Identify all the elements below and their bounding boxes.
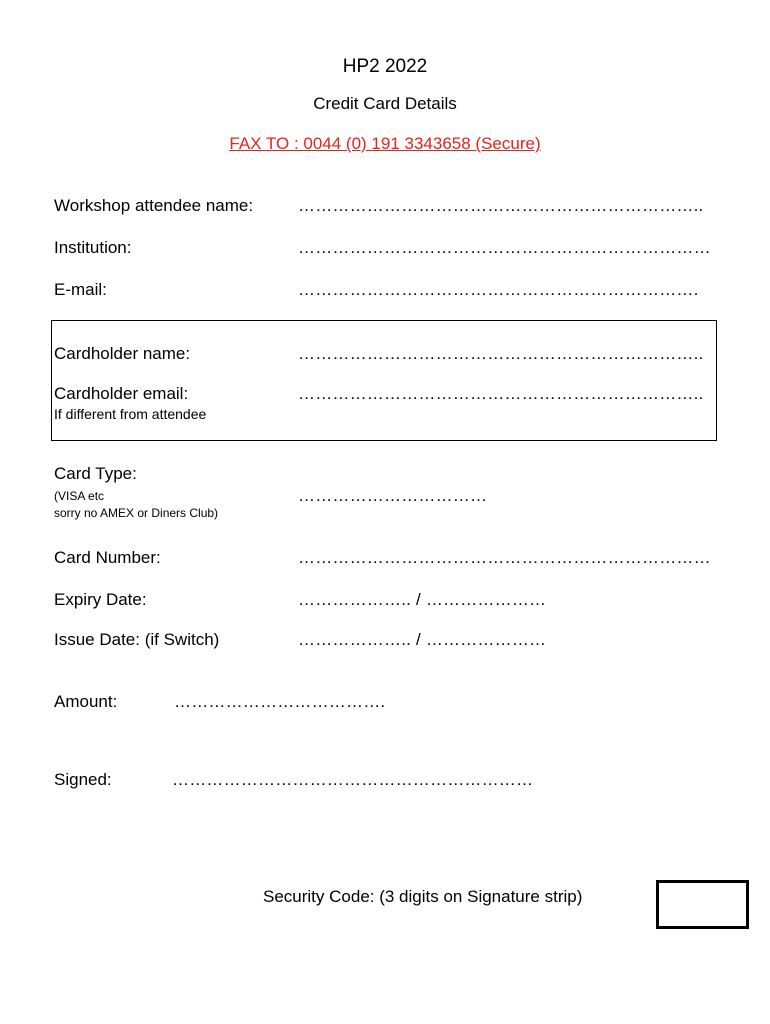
- cardholder-email-field[interactable]: ……………………………………………………………..: [298, 384, 704, 403]
- cardholder-email-label: Cardholder email:: [54, 384, 189, 403]
- card-number-label: Card Number:: [54, 548, 161, 567]
- email-label: E-mail:: [54, 280, 107, 299]
- signed-label: Signed:: [54, 770, 112, 789]
- email-field[interactable]: …………………………………………………………….: [298, 280, 699, 299]
- card-type-field[interactable]: ……………………………: [298, 486, 488, 505]
- expiry-date-field[interactable]: ……………….. / …………………: [298, 590, 547, 609]
- card-type-label: Card Type:: [54, 464, 137, 483]
- cardholder-box: [51, 320, 717, 441]
- signature-field[interactable]: ………………………………………………………: [172, 770, 534, 789]
- card-number-field[interactable]: ………………………………………………………………: [298, 548, 711, 567]
- card-type-note-visa: (VISA etc: [54, 489, 105, 503]
- cardholder-name-label: Cardholder name:: [54, 344, 191, 363]
- form-title: HP2 2022: [342, 56, 428, 77]
- issue-date-label: Issue Date: (if Switch): [54, 630, 220, 649]
- expiry-date-label: Expiry Date:: [54, 590, 147, 609]
- card-type-note-excluded: sorry no AMEX or Diners Club): [54, 506, 219, 520]
- issue-date-field[interactable]: ……………….. / …………………: [298, 630, 547, 649]
- institution-field[interactable]: ………………………………………………………………: [298, 238, 711, 257]
- attendee-name-label: Workshop attendee name:: [54, 196, 254, 215]
- institution-label: Institution:: [54, 238, 132, 257]
- cardholder-name-field[interactable]: ……………………………………………………………..: [298, 344, 704, 363]
- form-subtitle: Credit Card Details: [313, 94, 457, 113]
- security-code-box[interactable]: [656, 880, 749, 929]
- security-code-label: Security Code: (3 digits on Signature strip): [263, 887, 583, 906]
- amount-field[interactable]: ……………………………….: [174, 692, 386, 711]
- fax-number-link[interactable]: FAX TO : 0044 (0) 191 3343658 (Secure): [229, 134, 541, 153]
- attendee-name-field[interactable]: ……………………………………………………………..: [298, 196, 704, 215]
- cardholder-email-note: If different from attendee: [54, 406, 207, 422]
- amount-label: Amount:: [54, 692, 118, 711]
